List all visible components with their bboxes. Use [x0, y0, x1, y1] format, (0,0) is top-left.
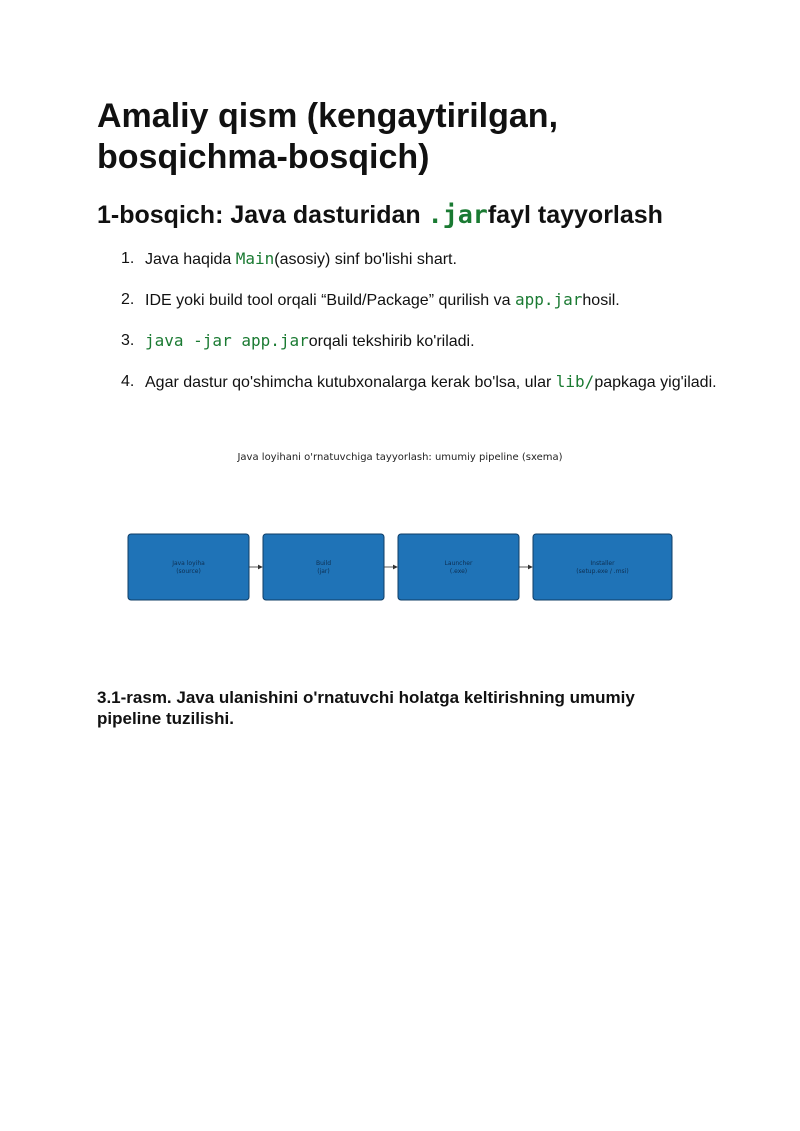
list-item-text: Java haqida — [145, 251, 236, 268]
list-item-number: 2. — [121, 291, 135, 308]
steps-list — [97, 248, 717, 412]
pipeline-step-label: Build — [315, 560, 332, 567]
list-item — [97, 330, 717, 353]
pipeline-diagram — [120, 526, 680, 606]
list-item-code: Main — [235, 249, 275, 268]
pipeline-step-box — [128, 534, 249, 600]
list-item-text: (asosiy) sinf bo'lishi shart. — [274, 251, 457, 268]
list-item-text: IDE yoki build tool orqali “Build/Package” qurilish va — [145, 292, 515, 309]
list-item-number: 4. — [121, 373, 135, 390]
pipeline-step-box — [398, 534, 519, 600]
section-heading-suffix: fayl tayyorlash — [487, 201, 663, 229]
section-heading-code: .jar — [427, 200, 488, 229]
list-item — [97, 371, 717, 394]
list-item-text: hosil. — [582, 292, 620, 309]
figure-caption: 3.1-rasm. Java ulanishini o'rnatuvchi holatga keltirishning umumiy pipeline tuzilishi. — [97, 688, 635, 728]
section-heading — [97, 199, 777, 231]
list-item-code: java -jar app.jar — [145, 331, 309, 350]
list-item-number: 3. — [121, 332, 135, 349]
list-item-number: 1. — [121, 250, 135, 267]
pipeline-step-label: (.exe) — [449, 568, 468, 575]
section-heading-prefix: 1-bosqich: Java dasturidan — [97, 201, 428, 229]
figure-title: Java loyihani o'rnatuvchiga tayyorlash: umumiy pipeline (sxema) — [237, 452, 563, 463]
list-item-text: papkaga yig'iladi. — [594, 374, 717, 391]
list-item-code: app.jar — [514, 290, 583, 309]
pipeline-step-label: (source) — [176, 568, 201, 575]
pipeline-step-label: Java loyiha — [172, 560, 205, 567]
pipeline-step-box — [263, 534, 384, 600]
pipeline-step-label: Launcher — [444, 560, 473, 567]
pipeline-step-label: (setup.exe / .msi) — [576, 568, 629, 575]
pipeline-step-label: Installer — [590, 560, 615, 567]
list-item-text: orqali tekshirib ko'riladi. — [308, 333, 475, 350]
pipeline-step-box — [533, 534, 672, 600]
list-item — [97, 248, 717, 271]
list-item-code: lib/ — [555, 372, 595, 391]
list-item-text: Agar dastur qo'shimcha kutubxonalarga kerak bo'lsa, ular — [145, 374, 556, 391]
page-title: Amaliy qism (kengaytirilgan, bosqichma-bosqich) — [97, 97, 559, 176]
list-item — [97, 289, 717, 312]
pipeline-step-label: (jar) — [317, 568, 330, 575]
